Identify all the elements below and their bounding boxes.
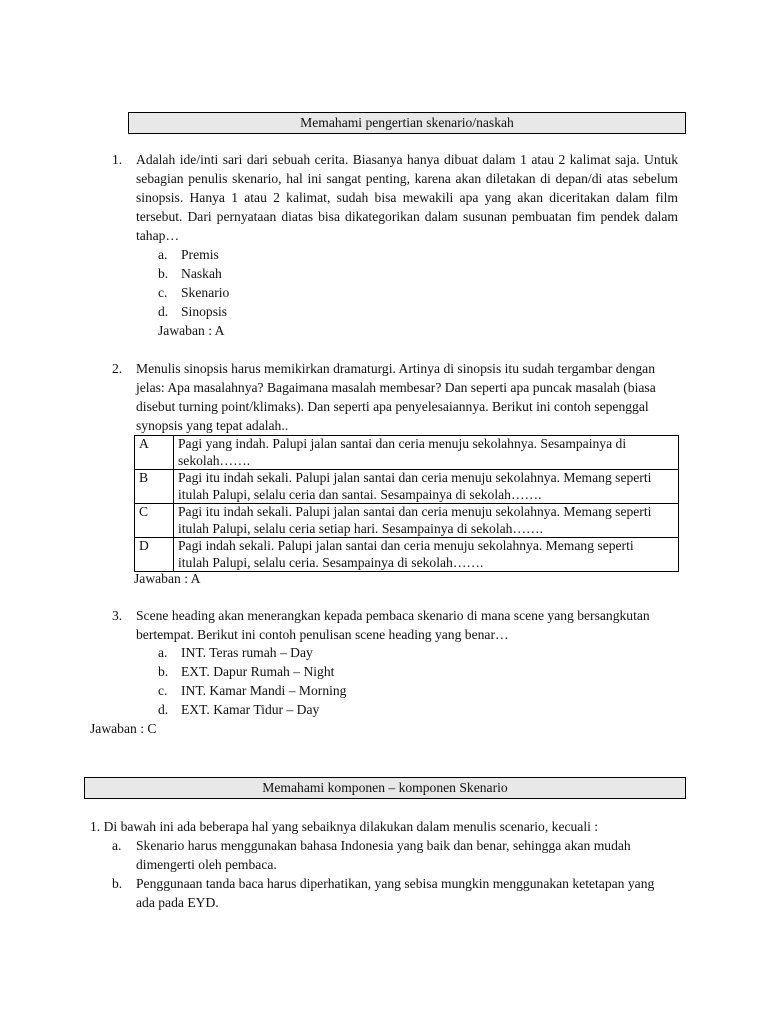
table-row [135, 470, 679, 504]
q3-option-text: INT. Teras rumah – Day [181, 645, 313, 660]
q1-option-text: Naskah [181, 266, 222, 281]
q3-option-letter: b. [158, 664, 169, 679]
q2-options-table [134, 435, 679, 572]
table-cell-line: Pagi indah sekali. Palupi jalan santai dan ceria menuju sekolahnya. Memang seperti [178, 538, 634, 553]
q1-line-5: tahap… [136, 228, 180, 243]
q1-option-letter: a. [158, 247, 168, 262]
table-cell-text [174, 470, 679, 504]
s2-q1-option-line: Penggunaan tanda baca harus diperhatikan, yang sebisa mungkin menggunakan ketetapan yang [136, 876, 655, 891]
s2-q1-option-letter: a. [112, 838, 122, 853]
q1-line-2: sebagian penulis skenario, hal ini sangat penting, karena akan diletakan di depan/di atas sebelum [136, 171, 678, 186]
q1-line-1: Adalah ide/inti sari dari sebuah cerita. Biasanya hanya dibuat dalam 1 atau 2 kalimat saja. Untuk [136, 152, 678, 167]
q2-number: 2. [112, 361, 123, 376]
q1-number: 1. [112, 152, 123, 167]
table-cell-line: Pagi itu indah sekali. Palupi jalan santai dan ceria menuju sekolahnya. Memang seperti [178, 470, 652, 485]
table-cell-line: itulah Palupi, selalu ceria dan santai. Sesampainya di sekolah……. [178, 486, 542, 502]
table-cell-text [174, 538, 679, 572]
q3-line-1: Scene heading akan menerangkan kepada pembaca skenario di mana scene yang bersangkutan [136, 608, 650, 623]
q3-option-text: EXT. Kamar Tidur – Day [181, 702, 320, 717]
q3-answer: Jawaban : C [90, 721, 157, 736]
q2-answer: Jawaban : A [134, 571, 201, 586]
q3-option-letter: a. [158, 645, 168, 660]
table-cell-letter: A [135, 436, 174, 470]
table-cell-line: Pagi itu indah sekali. Palupi jalan santai dan ceria menuju sekolahnya. Memang seperti [178, 504, 652, 519]
q3-option-letter: d. [158, 702, 169, 717]
q3-option-text: EXT. Dapur Rumah – Night [181, 664, 335, 679]
table-cell-line: Pagi yang indah. Palupi jalan santai dan ceria menuju sekolahnya. Sesampainya di [178, 436, 627, 451]
table-row [135, 538, 679, 572]
table-cell-text [174, 436, 679, 470]
table-cell-letter: B [135, 470, 174, 504]
q1-option-letter: c. [158, 285, 168, 300]
s2-q1-question: 1. Di bawah ini ada beberapa hal yang sebaiknya dilakukan dalam menulis scenario, kecuali : [90, 819, 599, 834]
s2-q1-option-letter: b. [112, 876, 123, 891]
q1-option-letter: b. [158, 266, 169, 281]
table-cell-text [174, 504, 679, 538]
table-row [135, 436, 679, 470]
q1-option-text: Skenario [181, 285, 230, 300]
table-cell-letter: D [135, 538, 174, 572]
q3-option-letter: c. [158, 683, 168, 698]
q2-line-1: Menulis sinopsis harus memikirkan dramaturgi. Artinya di sinopsis itu sudah tergambar dengan [136, 361, 656, 376]
q2-line-2: jelas: Apa masalahnya? Bagaimana masalah membesar? Dan seperti apa puncak masalah (biasa [136, 380, 656, 395]
section-header-1 [128, 112, 686, 134]
table-row [135, 504, 679, 538]
q1-option-text: Premis [181, 247, 219, 262]
q3-line-2: bertempat. Berikut ini contoh penulisan scene heading yang benar… [136, 627, 509, 642]
section-title-1: Memahami pengertian skenario/naskah [300, 115, 514, 130]
q1-option-letter: d. [158, 304, 169, 319]
q3-option-text: INT. Kamar Mandi – Morning [181, 683, 347, 698]
table-cell-line: sekolah……. [178, 452, 251, 468]
q2-line-3: disebut turning point/klimaks). Dan seperti apa penyelesaiannya. Berikut ini contoh sepenggal [136, 399, 649, 414]
q1-line-4: tersebut. Dari pernyataan diatas bisa dikategorikan dalam susunan pembuatan fim pendek dalam [136, 209, 678, 224]
table-cell-letter: C [135, 504, 174, 538]
q1-answer: Jawaban : A [158, 323, 225, 338]
section-header-2 [84, 777, 686, 799]
section-title-2: Memahami komponen – komponen Skenario [262, 780, 508, 795]
q2-line-4: synopsis yang tepat adalah.. [136, 418, 289, 433]
q1-option-text: Sinopsis [181, 304, 228, 319]
s2-q1-option-line: Skenario harus menggunakan bahasa Indonesia yang baik dan benar, sehingga akan mudah [136, 838, 631, 853]
q1-line-3: sinopsis. Hanya 1 atau 2 kalimat, sudah bisa mewakili apa yang akan diceritakan dalam film [136, 190, 678, 205]
table-cell-line: itulah Palupi, selalu ceria. Sesampainya di sekolah……. [178, 554, 484, 570]
q3-number: 3. [112, 608, 123, 623]
table-cell-line: itulah Palupi, selalu ceria setiap hari. Sesampainya di sekolah……. [178, 520, 544, 536]
s2-q1-option-line: ada pada EYD. [136, 895, 219, 910]
s2-q1-option-line: dimengerti oleh pembaca. [136, 857, 277, 872]
